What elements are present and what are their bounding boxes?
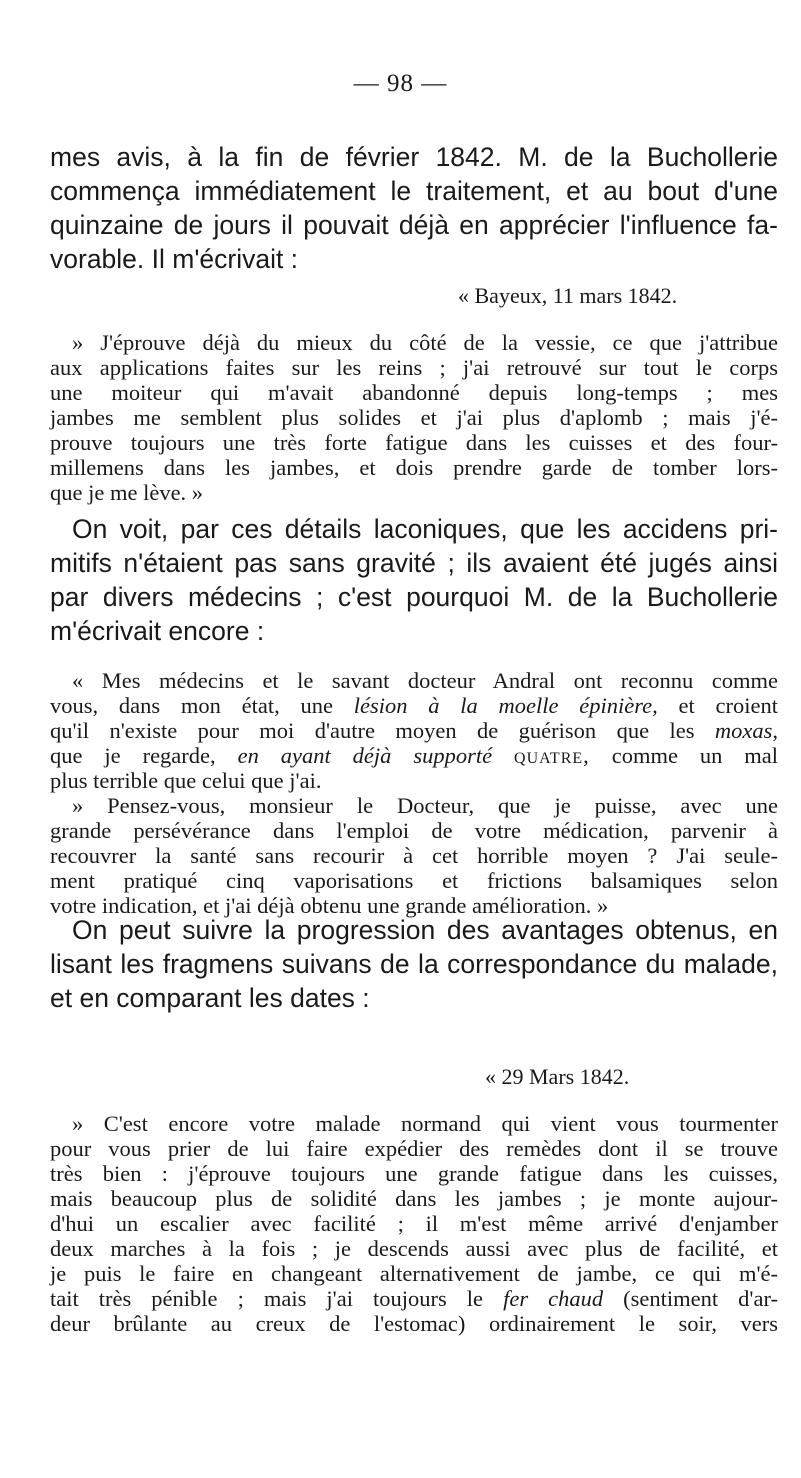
text-span: vous, dans mon état, une <box>50 693 333 718</box>
text-line: mitifs n'étaient pas sans gravité ; ils avaient été jugés ainsi <box>50 548 778 578</box>
emphasis-text: en ayant déjà supporté <box>237 743 493 768</box>
text-line: mais beaucoup plus de solidité dans les jambes ; je monte aujour- <box>50 1186 778 1211</box>
text-line: pour vous prier de lui faire expédier des remèdes dont il se trouve <box>50 1136 778 1161</box>
emphasis-text: moxas, <box>714 718 778 743</box>
text-span: (sentiment d'ar- <box>623 1286 779 1311</box>
text-line: vorable. Il m'écrivait : <box>50 244 299 274</box>
text-line: » J'éprouve déjà du mieux du côté de la vessie, ce que j'attribue <box>72 330 778 355</box>
text-line: d'hui un escalier avec facilité ; il m'est même arrivé d'enjamber <box>50 1211 778 1236</box>
text-line <box>50 1286 778 1311</box>
letter-quote <box>50 668 778 918</box>
text-span: et croient <box>678 693 779 718</box>
text-line: quinzaine de jours il pouvait déjà en apprécier l'influence fa- <box>50 210 778 240</box>
letter-dateline: « Bayeux, 11 mars 1842. <box>458 283 678 308</box>
letter-dateline: « 29 Mars 1842. <box>485 1064 630 1089</box>
text-line: mes avis, à la fin de février 1842. M. de la Buchollerie <box>50 142 778 172</box>
paragraph-commentary <box>50 913 778 1015</box>
text-line: très bien : j'éprouve toujours une grande fatigue dans les cuisses, <box>50 1161 778 1186</box>
text-line: « Mes médecins et le savant docteur Andral ont reconnu comme <box>72 668 778 693</box>
text-line: une moiteur qui m'avait abandonné depuis long-temps ; mes <box>50 380 778 405</box>
text-line: par divers médecins ; c'est pourquoi M. de la Buchollerie <box>50 582 778 612</box>
paragraph-commentary <box>50 512 778 648</box>
text-line: millemens dans les jambes, et dois prendre garde de tomber lors- <box>50 455 778 480</box>
text-span: qu'il n'existe pour moi d'autre moyen de guérison que les <box>50 718 695 743</box>
page-number: — 98 — <box>353 70 448 97</box>
letter-quote <box>50 1111 778 1336</box>
text-line: » Pensez-vous, monsieur le Docteur, que je puisse, avec une <box>72 793 778 818</box>
text-span: comme un mal <box>611 743 779 768</box>
paragraph-intro <box>50 140 778 276</box>
text-line: commença immédiatement le traitement, et au bout d'une <box>50 176 778 206</box>
text-line: je puis le faire en changeant alternativement de jambe, ce qui m'é- <box>50 1261 778 1286</box>
text-line: que je me lève. » <box>50 480 204 505</box>
text-line: jambes me semblent plus solides et j'ai plus d'aplomb ; mais j'é- <box>50 405 778 430</box>
text-line: » C'est encore votre malade normand qui vient vous tourmenter <box>72 1111 778 1136</box>
text-line: deur brûlante au creux de l'estomac) ordinairement le soir, vers <box>50 1311 778 1336</box>
text-line: m'écrivait encore : <box>50 616 265 646</box>
letter-quote <box>50 330 778 505</box>
text-line: On peut suivre la progression des avantages obtenus, en <box>72 915 778 945</box>
text-line <box>50 743 778 768</box>
emphasis-text: lésion à la moelle épinière, <box>353 693 658 718</box>
text-span: tait très pénible ; mais j'ai toujours le <box>50 1286 484 1311</box>
text-line: ment pratiqué cinq vaporisations et frictions balsamiques selon <box>50 868 778 893</box>
text-line: grande persévérance dans l'emploi de votre médication, parvenir à <box>50 818 778 843</box>
text-line: aux applications faites sur les reins ; j'ai retrouvé sur tout le corps <box>50 355 778 380</box>
text-line: prouve toujours une très forte fatigue dans les cuisses et des four- <box>50 430 778 455</box>
text-line: On voit, par ces détails laconiques, que les accidens pri- <box>72 514 778 544</box>
text-line <box>50 693 778 718</box>
small-caps-text: quatre, <box>514 743 590 768</box>
text-line <box>50 718 778 743</box>
text-line: recouvrer la santé sans recourir à cet horrible moyen ? J'ai seule- <box>50 843 778 868</box>
text-line: votre indication, et j'ai déjà obtenu une grande amélioration. » <box>50 893 609 918</box>
text-line: lisant les fragmens suivans de la correspondance du malade, <box>50 949 778 979</box>
text-line: deux marches à la fois ; je descends aussi avec plus de facilité, et <box>50 1236 778 1261</box>
text-span: que je regarde, <box>50 743 216 768</box>
text-line: plus terrible que celui que j'ai. <box>50 768 322 793</box>
text-line: et en comparant les dates : <box>50 983 370 1013</box>
emphasis-text: fer chaud <box>503 1286 604 1311</box>
